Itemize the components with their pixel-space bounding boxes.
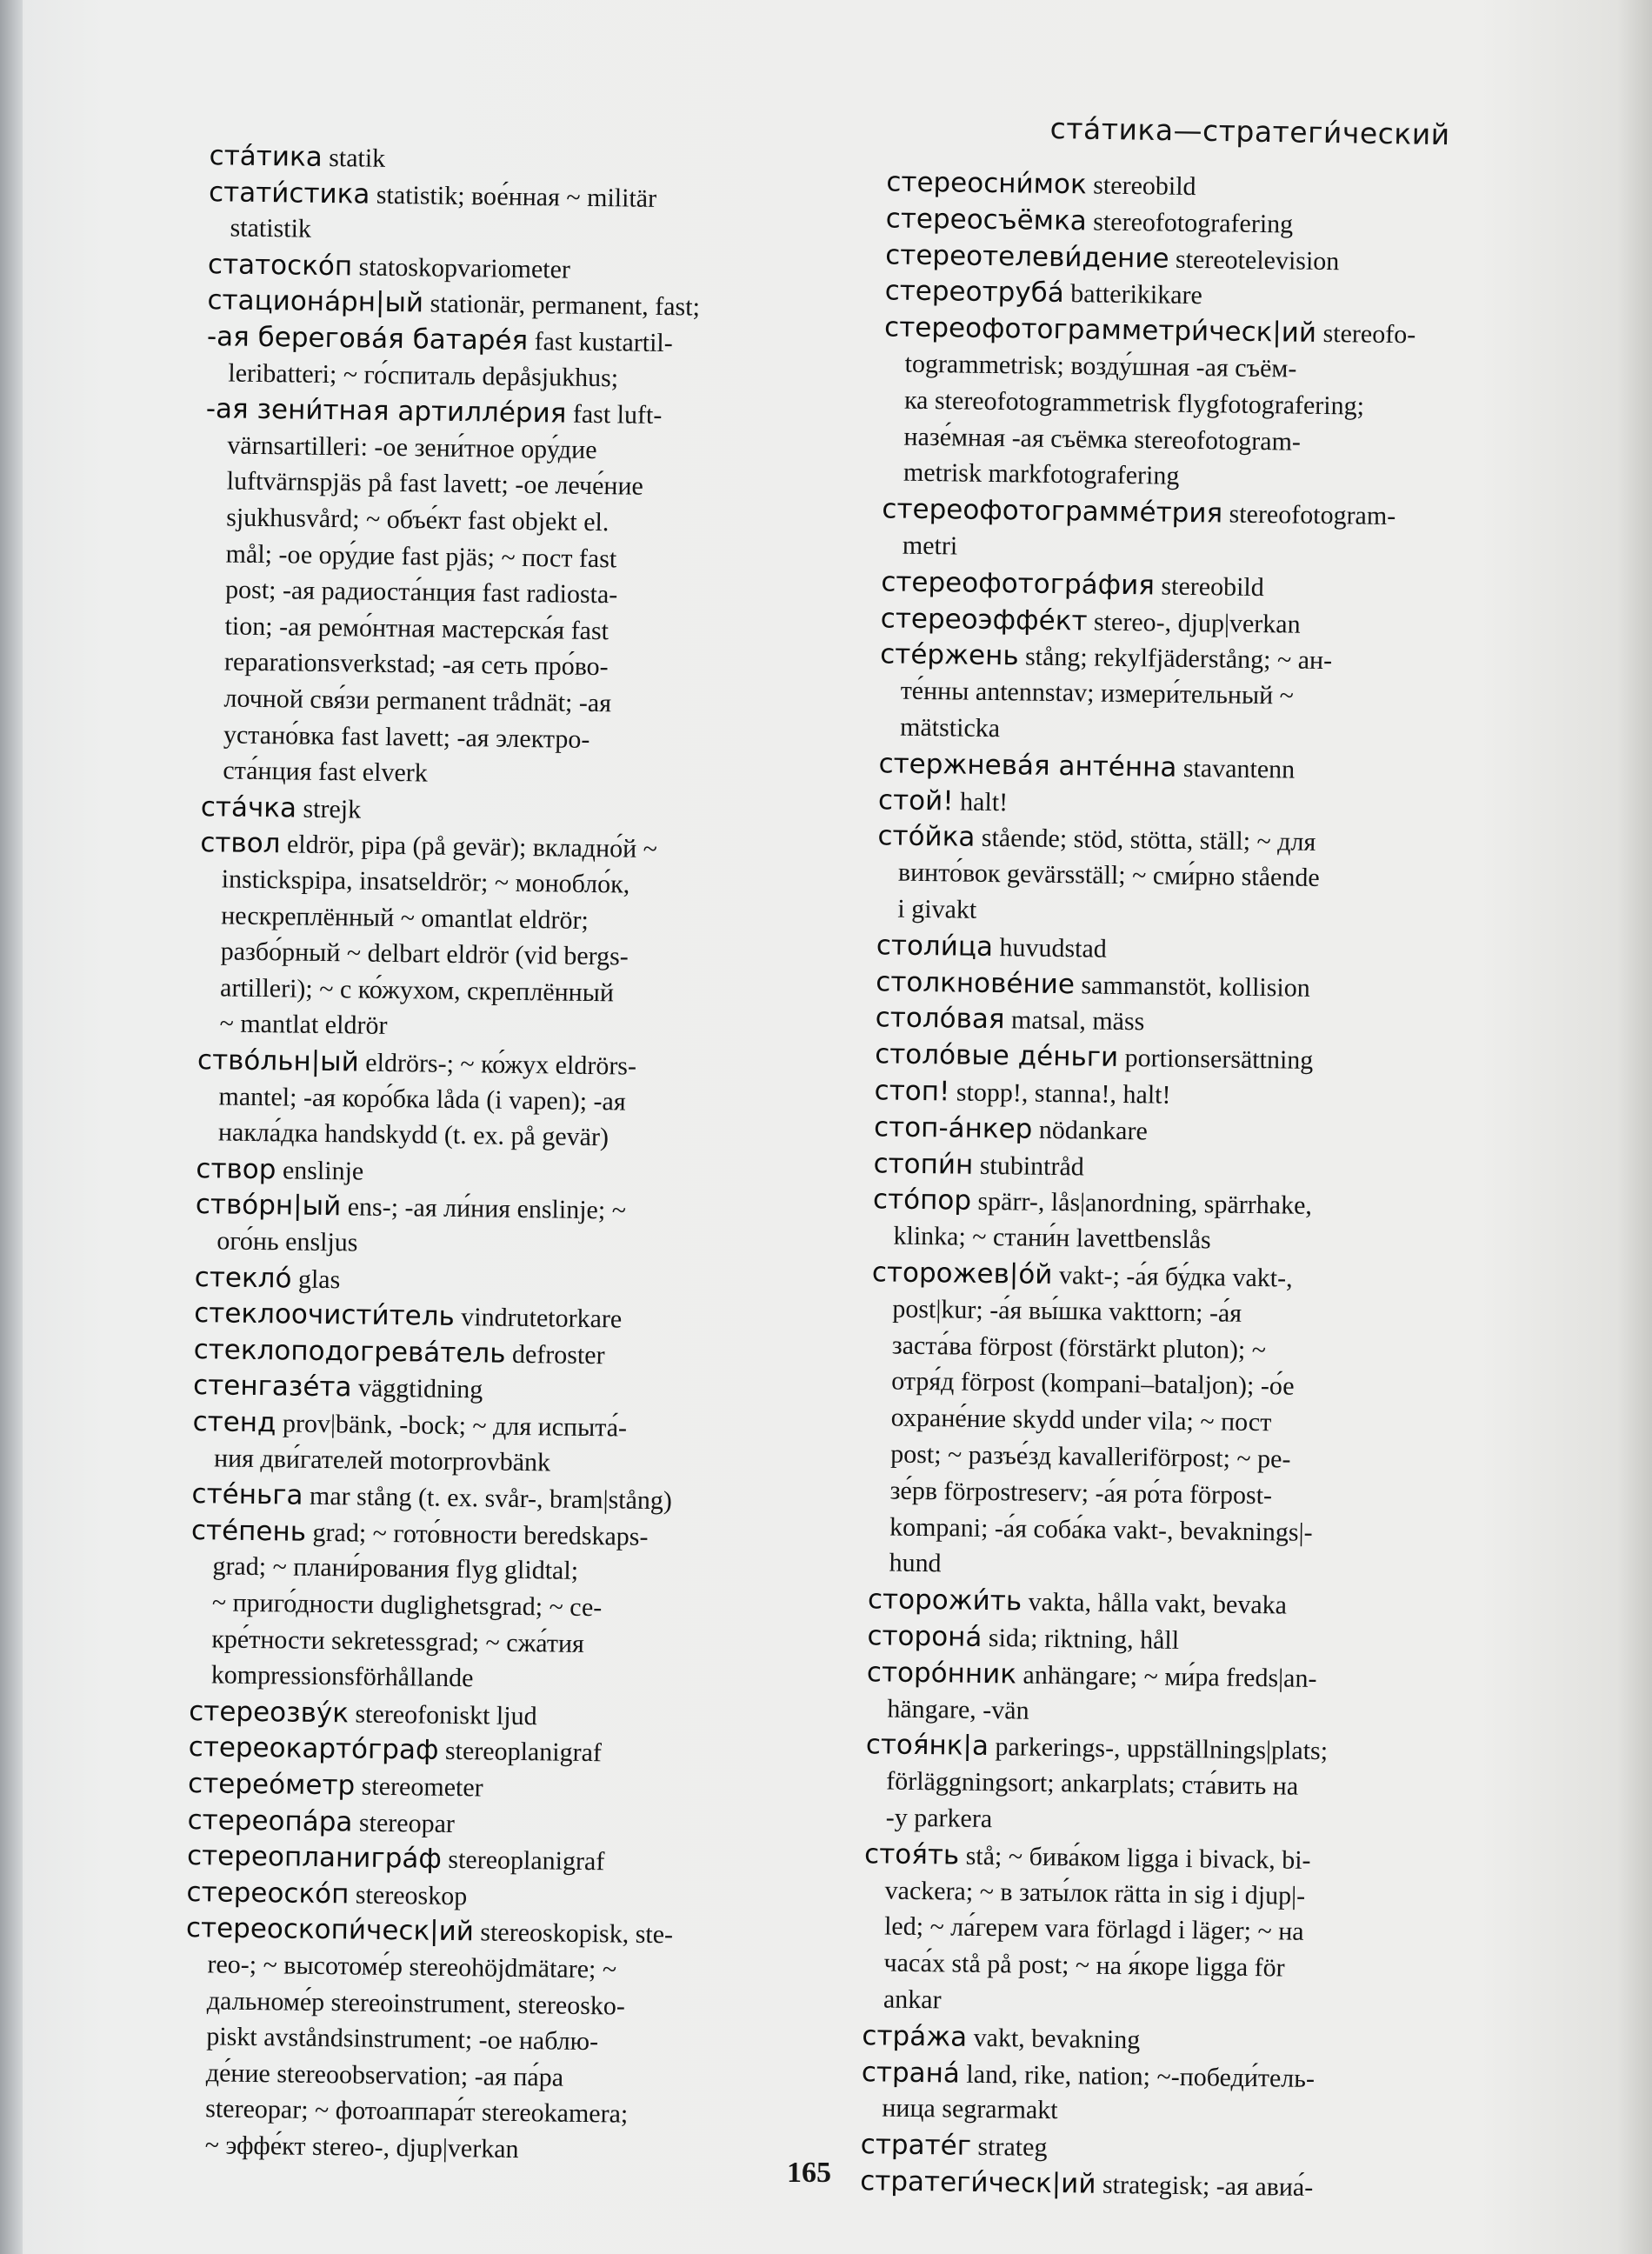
dictionary-line <box>197 1044 636 1083</box>
dictionary-line <box>222 864 630 900</box>
dictionary-line <box>874 1111 1148 1147</box>
headword: стоя́ть <box>863 1837 960 1871</box>
gloss: statik <box>322 143 386 173</box>
gloss: ~ приго́дности duglighetsgrad; ~ се- <box>211 1588 603 1623</box>
gloss: -у parkera <box>885 1803 993 1834</box>
gloss: те́нны antennstav; измери́тельный ~ <box>900 676 1295 710</box>
gloss: ~ эффе́кт stereo-, djup|verkan <box>204 2131 519 2164</box>
gloss: led; ~ ла́герем vara förlagd i läger; ~ на <box>883 1911 1304 1947</box>
dictionary-line <box>196 1189 627 1226</box>
gloss: statistik; вое́нная ~ militär <box>370 180 657 213</box>
headword: стереоэффе́кт <box>880 602 1088 637</box>
gloss: reo-; ~ высотоме́р stereohöjdmätare; ~ <box>207 1950 617 1984</box>
gloss: batterikikare <box>1063 279 1203 310</box>
gloss: sida; riktning, håll <box>982 1623 1180 1655</box>
dictionary-line <box>874 1075 1170 1110</box>
headword: стереопланигра́ф <box>186 1840 443 1876</box>
headword: страна́ <box>861 2056 961 2090</box>
dictionary-line <box>868 1584 1287 1621</box>
gloss: halt! <box>953 787 1009 817</box>
dictionary-line <box>194 1297 622 1335</box>
gloss: stå; ~ бива́ком ligga i bivack, bi- <box>958 1841 1311 1875</box>
dictionary-line <box>206 2057 564 2093</box>
gloss: ница segrarmakt <box>882 2093 1058 2125</box>
gloss: piskt avståndsinstrument; -ое наблю- <box>206 2022 599 2057</box>
gloss: prov|bänk, -bock; ~ для испыта́- <box>276 1409 628 1443</box>
gloss: klinka; ~ стани́н lavettbenslås <box>893 1221 1211 1255</box>
dictionary-line <box>885 1803 992 1836</box>
gloss: лочной свя́зи permanent trådnät; -ая <box>223 684 612 718</box>
headword: стереопа́ра <box>187 1804 353 1838</box>
headword: сторожи́ть <box>867 1584 1023 1617</box>
gloss: hängare, -vän <box>887 1694 1029 1725</box>
dictionary-line <box>192 1406 627 1444</box>
headword: страте́г <box>860 2129 972 2163</box>
dictionary-line <box>193 1334 604 1371</box>
dictionary-line <box>878 784 1009 818</box>
dictionary-line <box>187 1840 605 1877</box>
headword: сто́пор <box>872 1184 972 1217</box>
dictionary-line <box>882 494 1396 533</box>
gloss: mantel; -ая коро́бка låda (i vapen); -ая <box>218 1081 626 1117</box>
dictionary-line <box>884 312 1416 351</box>
dictionary-line <box>885 239 1340 277</box>
dictionary-line <box>889 1548 941 1580</box>
gloss: nödankare <box>1032 1115 1149 1146</box>
headword: стациона́рн|ый <box>207 284 424 319</box>
gloss: vakta, hålla vakt, bevaka <box>1021 1587 1288 1620</box>
dictionary-line <box>191 1478 672 1517</box>
headword: стоп-а́нкер <box>873 1111 1033 1145</box>
dictionary-line <box>200 827 657 865</box>
gloss: sjukhusvård; ~ объе́кт fast objekt el. <box>226 503 610 537</box>
dictionary-line <box>225 575 618 611</box>
dictionary-line <box>897 894 976 926</box>
gloss: eldrörs-; ~ ко́жух eldrörs- <box>358 1048 637 1081</box>
headword: стереотруба́ <box>884 275 1065 310</box>
gloss: leribatteri; ~ го́спиталь depåsjukhus; <box>228 358 619 392</box>
dictionary-line <box>880 639 1332 677</box>
gloss: statistik <box>230 213 312 243</box>
headword: стереофотограмме́трия <box>882 493 1223 530</box>
gloss: tion; -ая ремо́нтная мастерска́я fast <box>224 611 610 646</box>
gloss: устано́вка fast lavett; -ая электро- <box>223 720 590 754</box>
dictionary-line <box>873 1148 1084 1183</box>
gloss: post|kur; -а́я вы́шка vakttorn; -а́я <box>892 1294 1242 1328</box>
dictionary-line <box>900 712 1000 745</box>
gloss: ста́нция fast elverk <box>223 756 428 788</box>
gloss: нескреплённый ~ omantlat eldrör; <box>221 901 590 935</box>
dictionary-line <box>891 1403 1272 1439</box>
gloss: заста́ва förpost (förstärkt pluton); ~ <box>891 1330 1267 1364</box>
headword: стеклоподогрева́тель <box>193 1333 506 1370</box>
headword: стержнева́я анте́нна <box>878 748 1177 784</box>
dictionary-line <box>900 676 1294 712</box>
dictionary-line <box>224 610 609 647</box>
gloss: часа́х stå på post; ~ на я́коре ligga för <box>883 1948 1285 1983</box>
gloss: enslinje <box>276 1156 364 1186</box>
headword: стереоскопи́ческ|ий <box>185 1912 475 1948</box>
headword: стенд <box>192 1406 276 1439</box>
gloss: mar stång (t. ex. svår-, bram|stång) <box>303 1481 673 1516</box>
gloss: fast luft- <box>566 399 663 430</box>
gloss: stationär, permanent, fast; <box>423 289 701 322</box>
gloss: stång; rekylfjäderstång; ~ ан- <box>1018 642 1333 676</box>
dictionary-line <box>903 530 958 563</box>
gloss: винто́вок gevärsställ; ~ сми́рно stående <box>897 857 1320 893</box>
headword: стой! <box>877 784 954 817</box>
gloss: metrisk markfotografering <box>903 458 1180 491</box>
dictionary-line <box>224 647 609 684</box>
gloss: förläggningsort; ankarplats; ста́вить на <box>886 1766 1299 1801</box>
dictionary-line <box>211 1660 474 1695</box>
headword: -ая берегова́я батаре́я <box>206 321 529 357</box>
gloss: luftvärnspjäs på fast lavett; -ое лече́ние <box>226 466 644 502</box>
dictionary-line <box>904 384 1364 422</box>
gloss: stereopar; ~ фотоаппара́т stereokamera; <box>205 2094 629 2130</box>
gloss: ка stereofotogrammetrisk flygfotografering; <box>903 385 1365 421</box>
gloss: vindrutetorkare <box>454 1303 623 1334</box>
dictionary-line <box>893 1221 1211 1257</box>
gloss: ~ mantlat eldrör <box>219 1009 388 1041</box>
headword: стати́стика <box>208 176 370 210</box>
dictionary-line <box>225 538 616 575</box>
headword: стеклоочисти́тель <box>194 1297 456 1333</box>
dictionary-line <box>881 603 1301 640</box>
dictionary-line <box>207 1985 625 2022</box>
gloss: stereoskop <box>349 1880 468 1911</box>
gloss: mätsticka <box>899 712 1001 744</box>
gloss: huvudstad <box>992 932 1108 964</box>
dictionary-line <box>876 966 1310 1004</box>
gloss: stereometer <box>355 1771 483 1803</box>
gloss: stavantenn <box>1176 753 1296 784</box>
dictionary-line <box>891 1366 1295 1403</box>
dictionary-line <box>218 1117 609 1154</box>
dictionary-line <box>195 1262 341 1296</box>
headword: столо́вая <box>875 1002 1005 1036</box>
dictionary-line <box>188 1731 602 1769</box>
gloss: väggtidning <box>351 1373 483 1404</box>
gloss: land, rike, nation; ~-победи́тель- <box>959 2059 1316 2093</box>
dictionary-line <box>864 1838 1311 1877</box>
gloss: portionsersättning <box>1117 1044 1314 1076</box>
dictionary-line <box>903 457 1180 492</box>
running-head: ста́тика—стратеги́ческий <box>1049 111 1450 152</box>
gloss: statoskopvariometer <box>351 252 571 284</box>
headword: ствол <box>200 827 281 860</box>
dictionary-line <box>884 1911 1304 1948</box>
headword: стереосъёмка <box>885 203 1088 237</box>
gloss: stopp!, stanna!, halt! <box>949 1077 1171 1110</box>
dictionary-line <box>212 1587 603 1624</box>
dictionary-line <box>207 321 673 359</box>
headword: стереотелеви́дение <box>885 238 1169 275</box>
headword: стекло́ <box>194 1261 292 1295</box>
gloss: ния дви́гателей motorprovbänk <box>213 1443 551 1477</box>
dictionary-line <box>228 357 618 394</box>
headword: ста́тика <box>209 140 323 173</box>
dictionary-line <box>206 2021 598 2057</box>
left-column <box>0 0 701 2164</box>
headword: сторожев|о́й <box>871 1257 1053 1290</box>
dictionary-line <box>212 1551 578 1588</box>
gloss: stereoplanigraf <box>438 1737 603 1768</box>
dictionary-line <box>867 1620 1179 1657</box>
gloss: post; -ая радиоста́нция fast radiosta- <box>224 575 618 610</box>
gloss: sammanstöt, kollision <box>1074 970 1310 1003</box>
gloss: stereopar <box>352 1808 456 1838</box>
dictionary-line <box>227 430 597 466</box>
dictionary-line <box>903 421 1301 457</box>
headword: стереокарто́граф <box>188 1731 439 1767</box>
dictionary-line <box>873 1184 1312 1223</box>
dictionary-line <box>892 1293 1242 1329</box>
dictionary-line <box>209 177 656 215</box>
gloss: stereotelevision <box>1169 244 1340 276</box>
gloss: eldrör, pipa (på gevär); вкладно́й ~ <box>280 830 658 864</box>
gloss: metri <box>902 530 958 561</box>
gloss: parkerings-, uppställnings|plats; <box>988 1732 1329 1766</box>
dictionary-line <box>189 1696 537 1732</box>
page-number: 165 <box>787 2157 831 2189</box>
gloss: strateg <box>970 2132 1048 2163</box>
dictionary-line <box>216 1225 358 1258</box>
dictionary-line <box>884 276 1202 312</box>
dictionary-line <box>214 1443 550 1478</box>
dictionary-line <box>889 1511 1313 1548</box>
dictionary-line <box>867 1657 1317 1695</box>
gloss: post; ~ разъе́зд kavalleriförpost; ~ ре- <box>889 1439 1291 1474</box>
dictionary-line <box>223 683 611 719</box>
gloss: glas <box>291 1264 341 1294</box>
dictionary-line <box>206 393 663 431</box>
headword: створ <box>196 1152 276 1186</box>
gloss: i givakt <box>897 894 977 924</box>
dictionary-line <box>220 972 614 1009</box>
headword: стратеги́ческ|ий <box>860 2165 1096 2200</box>
dictionary-line <box>218 1081 626 1117</box>
gloss: назе́мная -ая съёмка stereofotogram- <box>903 422 1302 457</box>
headword: столо́вые де́ньги <box>874 1038 1119 1074</box>
dictionary-line <box>220 937 629 973</box>
gloss: vackera; ~ в заты́лок rätta in sig i djup|- <box>884 1876 1306 1911</box>
gloss: дальноме́р stereoinstrument, stereosko- <box>206 1985 626 2021</box>
dictionary-line <box>226 502 610 538</box>
dictionary-line <box>878 748 1295 785</box>
gloss: fast kustartil- <box>527 326 673 358</box>
gloss: де́ние stereoobservation; -ая па́ра <box>205 2058 564 2092</box>
gloss: reparationsverkstad; -ая сеть про́во- <box>223 647 609 682</box>
dictionary-line <box>207 285 700 323</box>
gloss: кре́тности sekretessgrad; ~ сжа́тия <box>211 1624 585 1658</box>
dictionary-line <box>892 1330 1267 1366</box>
dictionary-line <box>883 1984 942 2016</box>
dictionary-line <box>862 2057 1316 2095</box>
gloss: отря́д förpost (kompani–bataljon); -о́е <box>891 1366 1295 1402</box>
headword: стерео́метр <box>187 1768 356 1802</box>
gloss: stereofotogram- <box>1222 499 1396 531</box>
gloss: stereoplanigraf <box>441 1845 605 1877</box>
headword: стоя́нк|а <box>865 1729 989 1763</box>
gloss: vakt-; -а́я бу́дка vakt-, <box>1052 1260 1293 1293</box>
gloss: kompressionsförhållande <box>210 1660 474 1693</box>
dictionary-line <box>876 930 1107 964</box>
page-gutter-shadow <box>0 0 23 2254</box>
dictionary-line <box>188 1768 483 1804</box>
headword: сто́йка <box>877 820 976 854</box>
dictionary-line <box>890 1439 1291 1476</box>
headword: стра́жа <box>862 2019 968 2053</box>
gloss: togrammetrisk; возду́шная -ая съём- <box>904 349 1297 383</box>
gloss: spärr-, lås|anordning, spärrhake, <box>970 1187 1313 1221</box>
dictionary-line <box>191 1515 649 1553</box>
gloss: vakt, bevakning <box>966 2023 1141 2055</box>
dictionary-line <box>886 166 1196 203</box>
headword: ство́рн|ый <box>195 1189 342 1223</box>
gloss: stubintråd <box>973 1150 1085 1182</box>
dictionary-line <box>898 857 1320 894</box>
gloss: stereofo- <box>1316 319 1416 350</box>
gloss: разбо́рный ~ delbart eldrör (vid bergs- <box>220 937 629 971</box>
headword: сте́ньга <box>191 1478 303 1511</box>
headword: ство́льн|ый <box>197 1044 360 1078</box>
dictionary-line <box>227 466 644 503</box>
gloss: stereo-, djup|verkan <box>1087 607 1301 639</box>
headword: стереозву́к <box>189 1695 350 1730</box>
gloss: defroster <box>505 1339 605 1370</box>
headword: сторо́нник <box>866 1657 1017 1690</box>
gloss: stereobild <box>1086 170 1196 202</box>
dictionary-line <box>230 213 311 245</box>
headword: сторона́ <box>867 1620 983 1653</box>
dictionary-line <box>887 1693 1029 1726</box>
gloss: strejk <box>296 794 362 824</box>
headword: статоско́п <box>207 248 353 283</box>
dictionary-line <box>223 756 428 790</box>
dictionary-line <box>204 2130 518 2165</box>
gloss: stereofoniskt ljud <box>348 1699 537 1731</box>
dictionary-line <box>187 1804 455 1840</box>
dictionary-line <box>886 1766 1298 1803</box>
dictionary-line <box>205 2094 628 2131</box>
gloss: stereofotografering <box>1086 207 1294 239</box>
headword: стопи́н <box>873 1147 974 1181</box>
gloss: ens-; -ая ли́ния enslinje; ~ <box>341 1192 627 1225</box>
gloss: stereobild <box>1154 571 1264 602</box>
dictionary-line <box>883 1948 1285 1984</box>
headword: стереофотограмметри́ческ|ий <box>883 311 1317 350</box>
dictionary-line <box>886 203 1294 240</box>
headword: сте́пень <box>190 1514 307 1548</box>
dictionary-line <box>876 1003 1145 1038</box>
dictionary-line <box>904 349 1296 385</box>
dictionary-line <box>221 900 589 937</box>
headword: стенгазе́та <box>192 1370 352 1404</box>
dictionary-line <box>884 1875 1305 1911</box>
gloss: stående; stöd, stötta, ställ; ~ для <box>975 824 1316 857</box>
dictionary-line <box>196 1153 363 1188</box>
gloss: matsal, mäss <box>1004 1005 1145 1037</box>
gloss: strategisk; -ая авиа́- <box>1096 2170 1314 2202</box>
dictionary-line <box>862 2020 1140 2056</box>
headword: ста́чка <box>200 790 297 824</box>
dictionary-line <box>219 1009 387 1043</box>
headword: столи́ца <box>876 930 994 963</box>
dictionary-line <box>193 1370 483 1405</box>
dictionary-line <box>872 1257 1293 1294</box>
headword: стереофотогра́фия <box>881 566 1156 602</box>
gloss: ankar <box>883 1984 942 2015</box>
gloss: ого́нь ensljus <box>216 1226 358 1257</box>
gloss: hund <box>889 1548 942 1578</box>
dictionary-line <box>211 1624 584 1660</box>
dictionary-line <box>209 140 385 175</box>
gloss: stereoskopisk, ste- <box>473 1917 674 1950</box>
gloss: охране́ние skydd under vila; ~ пост <box>890 1403 1272 1437</box>
gloss: накла́дка handskydd (t. ex. på gevär) <box>217 1117 610 1152</box>
dictionary-line <box>881 566 1264 604</box>
dictionary-line <box>201 791 362 825</box>
headword: стереосни́мок <box>886 166 1088 201</box>
gloss: anhängare; ~ ми́ра freds|an- <box>1016 1660 1317 1693</box>
dictionary-line <box>860 2165 1313 2204</box>
dictionary-line <box>882 2093 1058 2127</box>
gloss: grad; ~ гото́вности beredskaps- <box>305 1517 649 1551</box>
gloss: instickspipa, insatseldrör; ~ монобло́к, <box>221 864 630 899</box>
dictionary-line <box>861 2129 1048 2164</box>
headword: стереоско́п <box>186 1876 350 1911</box>
headword: -ая зени́тная артилле́рия <box>205 393 567 430</box>
gloss: värnsartilleri: -ое зени́тное ору́дие <box>227 430 597 464</box>
headword: столкнове́ние <box>876 965 1076 1000</box>
gloss: kompani; -а́я соба́ка vakt-, bevaknings|- <box>889 1512 1313 1547</box>
headword: сте́ржень <box>879 638 1019 672</box>
headword: стоп! <box>874 1075 950 1108</box>
gloss: artilleri); ~ с ко́жухом, скреплённый <box>219 973 615 1008</box>
gloss: зе́рв förpostreserv; -а́я ро́та förpost- <box>889 1476 1273 1510</box>
dictionary-line <box>866 1730 1329 1768</box>
dictionary-line <box>877 821 1316 859</box>
gloss: grad; ~ плани́рования flyg glidtal; <box>212 1551 579 1586</box>
dictionary-line <box>889 1475 1272 1511</box>
dictionary-line <box>223 719 590 756</box>
gloss: mål; -ое ору́дие fast pjäs; ~ пост fast <box>225 539 617 573</box>
dictionary-line <box>208 249 570 285</box>
dictionary-line <box>186 1912 674 1951</box>
dictionary-line <box>186 1877 467 1912</box>
dictionary-line <box>875 1038 1314 1077</box>
dictionary-line <box>207 1949 616 1985</box>
